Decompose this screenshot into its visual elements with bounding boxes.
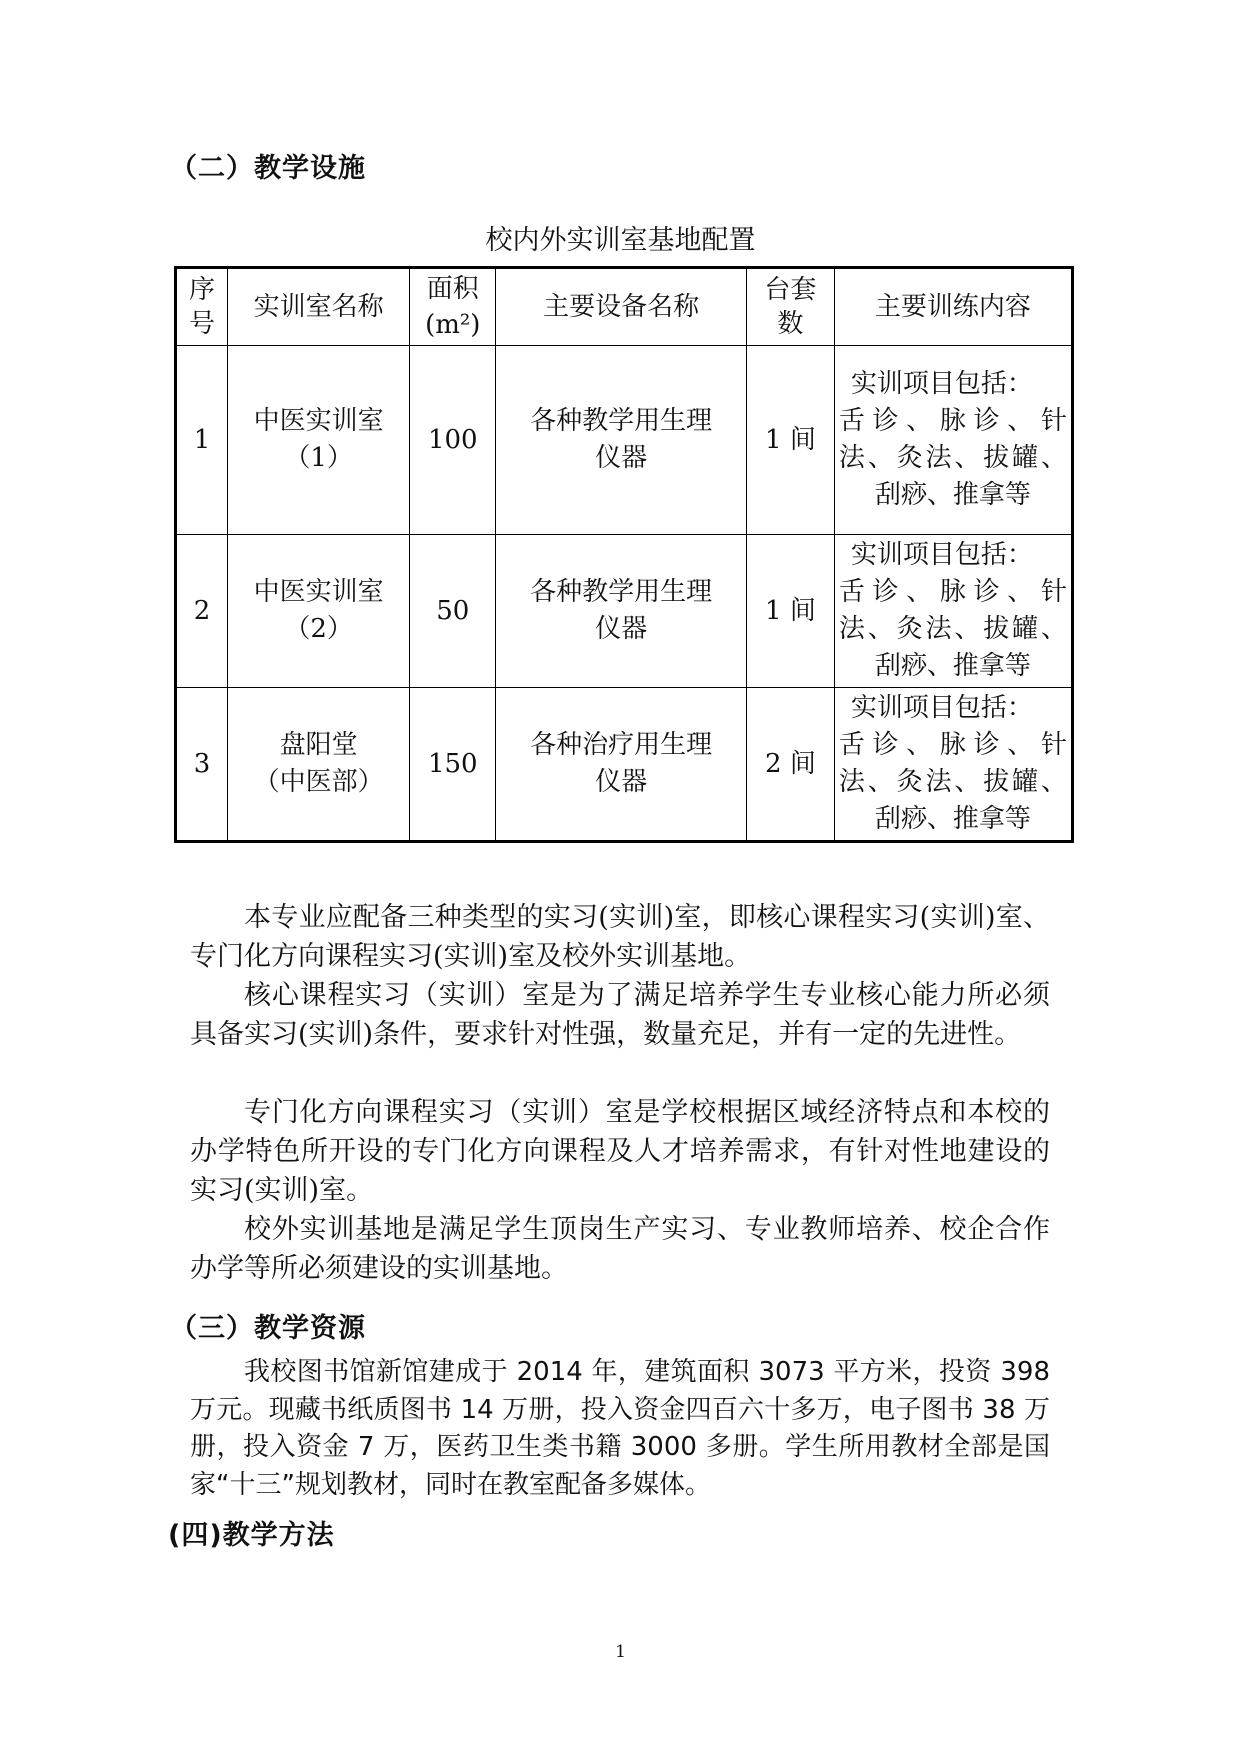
cell-no: 1: [176, 346, 228, 535]
cell-equipment: 各种教学用生理 仪器: [496, 346, 747, 535]
header-name: 实训室名称: [227, 268, 409, 346]
section-3-heading: （三）教学资源: [170, 1313, 366, 1344]
page-number: 1: [615, 1642, 626, 1662]
cell-content: 实训项目包括： 舌诊、脉诊、针 法、灸法、拔罐、 刮痧、推拿等: [834, 535, 1072, 688]
section-2-heading: （二）教学设施: [170, 153, 366, 184]
cell-sets: 1 间: [747, 346, 835, 535]
header-no: 序号: [176, 268, 228, 346]
table-row: [176, 688, 1073, 842]
paragraph-external-base: 校外实训基地是满足学生顶岗生产实习、专业教师培养、校企合作办学等所必须建设的实训基地。: [190, 1214, 1050, 1284]
table-row: [176, 535, 1073, 688]
cell-area: 50: [410, 535, 496, 688]
cell-equipment: 各种教学用生理 仪器: [496, 535, 747, 688]
cell-name: 盘阳堂 （中医部）: [227, 688, 409, 842]
paragraph-specialized-labs: 专门化方向课程实习（实训）室是学校根据区域经济特点和本校的办学特色所开设的专门化方向课程及人才培养需求，有针对性地建设的实习(实训)室。: [190, 1097, 1050, 1206]
cell-area: 150: [410, 688, 496, 842]
table-caption: 校内外实训室基地配置: [485, 225, 756, 256]
table-row: [176, 346, 1073, 535]
cell-content: 实训项目包括： 舌诊、脉诊、针 法、灸法、拔罐、 刮痧、推拿等: [834, 346, 1072, 535]
paragraph-lab-types: 本专业应配备三种类型的实习(实训)室，即核心课程实习(实训)室、专门化方向课程实习(实训)室及校外实训基地。: [190, 902, 1050, 972]
table-header-row: [176, 268, 1073, 346]
cell-no: 3: [176, 688, 228, 842]
cell-sets: 1 间: [747, 535, 835, 688]
header-area: 面积 (m²): [410, 268, 496, 346]
cell-area: 100: [410, 346, 496, 535]
cell-sets: 2 间: [747, 688, 835, 842]
header-equipment: 主要设备名称: [496, 268, 747, 346]
cell-name: 中医实训室 （2）: [227, 535, 409, 688]
facilities-table: [174, 266, 1074, 843]
section-4-heading: (四)教学方法: [168, 1520, 335, 1551]
cell-name: 中医实训室 （1）: [227, 346, 409, 535]
header-sets: 台套数: [747, 268, 835, 346]
cell-no: 2: [176, 535, 228, 688]
header-content: 主要训练内容: [834, 268, 1072, 346]
cell-content: 实训项目包括： 舌诊、脉诊、针 法、灸法、拔罐、 刮痧、推拿等: [834, 688, 1072, 842]
cell-equipment: 各种治疗用生理 仪器: [496, 688, 747, 842]
paragraph-core-labs: 核心课程实习（实训）室是为了满足培养学生专业核心能力所必须具备实习(实训)条件，要求针对性强，数量充足，并有一定的先进性。: [190, 980, 1050, 1050]
paragraph-library-resources: 我校图书馆新馆建成于 2014 年，建筑面积 3073 平方米，投资 398 万元。现藏书纸质图书 14 万册，投入资金四百六十多万，电子图书 38 万册，投入资金 7 万，医药卫生类书籍 3000 多册。学生所用教材全部是国家“十三”规划教材，同时在教室配备多媒体。: [190, 1357, 1050, 1500]
